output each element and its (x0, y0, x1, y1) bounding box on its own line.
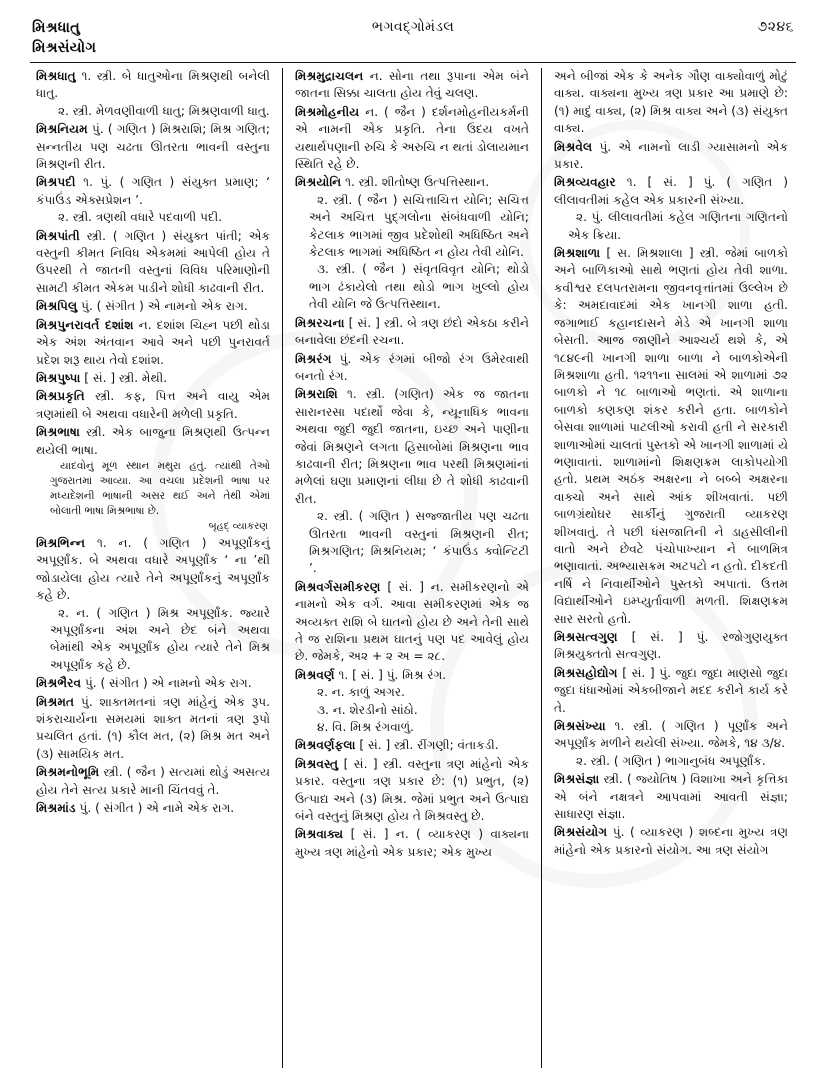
entry-definition: મિશ્રયોનિ ૧. સ્ત્રી. શીતોષ્ણ ઉત્પત્તિસ્થાન. (295, 175, 490, 190)
entry-sense: ૨. સ્ત્રી. મેળવણીવાળી ધાતુ; મિશ્રણવાળી ધાતુ. (58, 103, 270, 118)
dictionary-entry (295, 351, 529, 386)
entry-headword[interactable]: મિશ્રમનોભૂમિ (36, 765, 100, 780)
entry-definition: મિશ્રપાંતી સ્ત્રી. ( ગણિત ) સંયુક્ત પાંતી; એક વસ્તુની કીમત નિવિધ એકમમાં આપેલી હોય તે ઉપરથી તે જાતની વસ્તુનાં વિવિધ પરિમાણોની સામટી કીમત એકમ પાડીને શોધી કાઢવાની રીત. (36, 228, 270, 295)
entry-definition: મિશ્રસહોદ્યોગ [ સં. ] પું. જુદા જુદા માણસો જુદા જુદા ધંધાઓમાં એકબીજાને મદદ કરીને કાર્ય કરે તે. (554, 665, 788, 715)
dictionary-entry (295, 386, 529, 577)
entry-sense: ૨. સ્ત્રી. ત્રણથી વધારે પદવાળી પદી. (58, 210, 223, 225)
entry-headword[interactable]: મિશ્રરચના (295, 315, 345, 330)
column-divider-rule (541, 68, 542, 1068)
dictionary-entry (554, 824, 788, 859)
dictionary-entry (36, 298, 270, 315)
entry-definition: મિશ્રશાળા [ સ. મિશ્રશાલા ] સ્ત્રી. જેમાં બાળકો અને બાળિકાઓ સાથે ભણતાં હોય તેવી શાળા. કવીશ્વર દલપતરામના જીવનવૃત્તાંતમાં ઉલ્લેખ છે કે: અમદાવાદમાં એક ખાનગી શાળા હતી. જગાભાઈ કહાનદાસને મેડે એ ખાનગી શાળા બેસતી. આજ જાણીને આશ્ચર્ય થશે કે, એ ૧૮૪૯ની ખાનગી શાળા બાળા ને બાળકોએની મિશ્રશાળા હતી. ૧૨૧૧ના સાલમાં એ શાળામાં ૭૨ બાળકો ને ૧૮ બાળાઓ ભણતાં. એ શાળાના બાળકો કણકણ શંકર કરીને હતા. બાળકોને બેસવા શાળામાં પાટલીઓ કરાવી હતી ને સરકારી શાળાઓમાં ચાલતાં પુસ્તકો એ ખાનગી શાળામાં યે ભણાવાતાં. શાળામાંનો શિક્ષણક્રમ લાકોપયોગી હતો. પ્રથમ અઠંક અક્ષરના ને બબ્બે અક્ષરના વાક્ચો અને સાથે આંક શીખવાતાં. પછી બાળગ્રંથોઘર સાર્કીનું ગુજરાતી વ્યાકરણ શીખવાતું. તે પછી ધંસજાતિની ને ડાહસીલીની વાતો અને છેવટે પંચોપાખ્યાન ને બાળમિત્ર ભણાવાતાં. અભ્યાસક્રમ અટપટો ન હતો. દીકદતી નર્ષિ ને નિવાર્થીઓને પુસ્તકો અપાતાં. ઉત્તમ વિદ્યાર્થીઓને ઇમ્પ્યુર્તાવાળી મળતી. શિક્ષણક્રમ સાર સરતો હતો. (554, 246, 788, 626)
dictionary-entry (554, 629, 788, 664)
entry-definition: મિશ્રરંગ પું. એક રંગમાં બીજો રંગ ઉમેરવાથી બનતો રંગ. (295, 351, 529, 383)
dictionary-entry (36, 424, 270, 534)
entry-headword[interactable]: મિશ્રનિયમ (36, 122, 88, 137)
entry-definition: મિશ્રભૈરવ પું. ( સંગીત ) એ નામનો એક રાગ. (36, 676, 252, 691)
entry-definition: મિશ્રપુનરાવર્ત દશાંશ ન. દશાંશ ચિહ્ન પછી થોડા એક અંશ અંતવાન આવે અને પછી પુનરાવર્ત પ્રદેશ શરૂ થાય તેવો દશાંશ. (36, 317, 270, 367)
entry-definition: મિશ્રમુદ્રાચલન ન. સોના તથા રૂપાના એમ બંને જાતના સિક્કા ચાલતા હોય તેવું ચલણ. (295, 69, 529, 101)
dictionary-entry (295, 104, 529, 174)
dictionary-entry (36, 764, 270, 799)
entry-definition: મિશ્રવર્ણફલા [ સં. ] સ્ત્રી. રીંગણી; વંતાકડી. (295, 738, 499, 753)
dictionary-entry (295, 579, 529, 666)
dictionary-entry (36, 388, 270, 423)
entry-headword[interactable]: મિશ્રસંયોગ (554, 825, 608, 840)
column-2 (289, 68, 535, 1068)
entry-definition: મિશ્રવેલ પું. એ નામનો લાડી ગ્યાસામનો એક પ્રકાર. (554, 139, 788, 172)
dictionary-entry (36, 228, 270, 298)
entry-definition: મિશ્રસંયોગ પું. ( વ્યાકરણ ) શબ્દના મુખ્ય ત્રણ માંહેનો એક પ્રકારનો સંયોગ. આ ત્રણ સંયોગ (554, 825, 788, 857)
dictionary-entry (36, 68, 270, 120)
dictionary-entry (36, 317, 270, 369)
dictionary-entry (554, 139, 788, 174)
entry-sense: ૨. ન. કાળું અગર. (317, 685, 405, 700)
entry-headword[interactable]: મિશ્રવેલ (554, 139, 593, 154)
entry-definition: મિશ્રરચના [ સં. ] સ્ત્રી. બે ત્રણ છંદો એકઠા કરીને બનાવેલા છંદની રચના. (295, 315, 529, 348)
citation-text: યાદવોનું મૂળ સ્થાન મથુરા હતું. ત્યાંથી તેઓ ગુજરાતમાં આવ્યા. આ વચલા પ્રદેશની ભાષા પર મધ્યદેશની ભાષાની અસર થઈ અને તેથી એમાં બોલાતી ભાષા મિશ્રભાષા છે. (50, 459, 270, 517)
column-container (30, 68, 796, 1068)
page-number: ૭૨૪૬ (757, 19, 794, 35)
entry-headword[interactable]: મિશ્રમોહનીય (295, 104, 360, 119)
entry-headword[interactable]: મિશ્રયોનિ (295, 175, 342, 190)
entry-definition: મિશ્રપુષ્પા [ સં. ] સ્ત્રી. મેથી. (36, 370, 168, 385)
running-head-first: મિશ્રધાતુ (32, 20, 80, 36)
entry-headword[interactable]: મિશ્રપિલુ (36, 299, 78, 314)
entry-headword[interactable]: મિશ્રભૈરવ (36, 676, 82, 691)
entry-definition: મિશ્રધાતુ ૧. સ્ત્રી. બે ધાતુઓના મિશ્રણથી બનેલી ધાતુ. (36, 69, 270, 101)
entry-definition: મિશ્રનિયમ પું. ( ગણિત ) મિશ્રરાશિ; મિશ્ર ગણિત; સન્નતીય પણ ચઢતા ઊતરતા ભાવની વસ્તુના મિશ્રણની રીત. (36, 122, 270, 172)
entry-headword[interactable]: મિશ્રવર્ણ (295, 667, 335, 682)
entry-definition: મિશ્રમોહનીય ન. ( જૈન ) દર્શનમોહનીયકર્મની એ નામની એક પ્રકૃતિ. તેના ઉદય વખતે યથાર્થપણાની રુચિ કે અરુચિ ન થતાં ડોલાયમાન સ્થિતિ રહે છે. (295, 104, 529, 172)
entry-definition: મિશ્રરાશિ ૧. સ્ત્રી. (ગણિત) એક જ જાતના સારાનરસા પદાર્થો જેવા કે, ન્યૂનાધિક ભાવના અથવા જુદી જુદી જાતના, ઇચ્છ અને પાણીના જેવાં મિશ્રણને લગતા હિસાબોમાં મિશ્રણના ભાવ કાઢવાની રીત; મિશ્રણના ભાવ પરથી મિશ્રણમાંનાં મળેલાં ઘણા પ્રમાણનાં લીધા છે તે શોધી કાઢવાની રીત. (295, 387, 529, 506)
dictionary-entry (295, 68, 529, 103)
column-1 (30, 68, 276, 1068)
entry-headword[interactable]: મિશ્રપ્રકૃતિ (36, 389, 85, 404)
entry-headword[interactable]: મિશ્રસંખ્યા (554, 719, 606, 734)
entry-headword[interactable]: મિશ્રવર્ગસમીકરણ (295, 579, 381, 594)
entry-headword[interactable]: મિશ્રપદી (36, 175, 76, 190)
entry-definition: મિશ્રભિન્ન ૧. ન. ( ગણિત ) અપૂર્ણાંકનું અપૂર્ણાંક. બે અથવા વધારે અપૂર્ણાંક ‘ ના ’થી જોડાયેલા હોય ત્યારે તેને અપૂર્ણાંકનું અપૂર્ણાંક કહે છે. (36, 535, 270, 603)
entry-sense: ૨. સ્ત્રી. ( જૈન ) સચિત્તાચિત્ત યોનિ; સચિત્ત અને અચિત્ત પુદ્ગલોના સંબંધવાળી યોનિ; કેટલાક ભાગમાં જીવ પ્રદેશોથી અધિષ્ઠિત અને કેટલાક ભાગમાં અધિષ્ઠિત ન હોય તેવી યોનિ. (309, 192, 529, 260)
book-title: ભગવદ્ગોમંડલ (371, 19, 455, 35)
entry-headword[interactable]: મિશ્રમાંડ (36, 801, 76, 816)
dictionary-entry (295, 737, 529, 754)
running-head-last: મિશ્રસંયોગ (32, 40, 97, 56)
entry-headword[interactable]: મિશ્રભાષા (36, 425, 80, 440)
entry-headword[interactable]: મિશ્રસહોદ્યોગ (554, 665, 618, 680)
entry-definition: મિશ્રપદી ૧. પું. ( ગણિત ) સંયુક્ત પ્રમાણ; ‘ કંપાઉંડ એક્સપ્રેશન ’. (36, 175, 270, 207)
entry-headword[interactable]: મિશ્રસત્વગુણ (554, 630, 618, 644)
dictionary-entry (554, 771, 788, 823)
entry-definition: મિશ્રમનોભૂમિ સ્ત્રી. ( જૈન ) સત્યમાં થોડું અસત્ય હોય તેને સત્ય પ્રકારે માની ચિંતવવું તે. (36, 765, 270, 797)
dictionary-entry (554, 245, 788, 628)
column-divider-rule (282, 68, 283, 1068)
entry-sense: ૩. ન. શેરડીનો સાંઠો. (317, 702, 418, 717)
entry-headword[interactable]: મિશ્રશાળા (554, 246, 601, 261)
entry-definition: મિશ્રસંજ્ઞા સ્ત્રી. ( જ્યોતિષ ) વિશાખા અને કૃત્તિકા એ બંને નક્ષત્રને આપવામાં આવતી સંજ્ઞા; સાધારણ સંજ્ઞા. (554, 772, 788, 822)
entry-definition: મિશ્રમત પું. શાક્તમતનાં ત્રણ માંહેનું એક રૂપ. શંકરાચાર્યના સમયમાં શાક્ત મતનાં ત્રણ રૂપો પ્રચલિત હતાં. (૧) કૌલ મત, (૨) મિશ્ર મત અને (૩) સામયિક મત. (36, 694, 270, 761)
entry-headword[interactable]: મિશ્રવ્યવહાર (554, 175, 616, 190)
entry-sense: ૪. વિ. મિશ્ર રંગવાળું. (317, 720, 414, 735)
entry-headword[interactable]: મિશ્રવર્ણફલા (295, 738, 356, 753)
entry-definition: મિશ્રવર્ગસમીકરણ [ સં. ] ન. સમીકરણનો એ નામનો એક વર્ગ. આવા સમીકરણમાં એક જ અવ્યક્ત રાશિ બે ઘાતનો હોય છે અને તેની સાથે તે જ રાશિના પ્રથમ ઘાતનું પણ પદ આવેલું હોય છે. જેમકે, અ૨ + ૨ અ = ૨૮. (295, 579, 529, 664)
dictionary-entry (295, 826, 529, 861)
entry-citation (36, 459, 270, 534)
dictionary-entry (554, 174, 788, 244)
citation-source: બૃહદ્ વ્યાકરણ (208, 520, 268, 532)
entry-headword[interactable]: મિશ્રપુષ્પા (36, 370, 81, 385)
entry-headword[interactable]: મિશ્રમત (36, 694, 75, 709)
dictionary-entry (36, 535, 270, 674)
dictionary-entry (554, 68, 788, 138)
entry-sense: ૨. સ્ત્રી. ( ગણિત ) સજ્જાતીય પણ ચઢતા ઊતરતા ભાવની વસ્તુનાં મિશ્રણની રીત; મિશ્રગણિત; મિશ્રનિયમ; ‘ કંપાઉંડ ક્વોન્ટિટી ’. (309, 509, 529, 576)
entry-definition: મિશ્રભાષા સ્ત્રી. એક બાજુના મિશ્રણથી ઉત્પન્ન થયેલી ભાષા. (36, 425, 270, 457)
entry-definition: મિશ્રવ્યવહાર ૧. [ સં. ] પું. ( ગણિત ) લીલાવતીમાં કહેલ એક પ્રકારની સંખ્યા. (554, 175, 788, 207)
entry-definition: મિશ્રસત્વગુણ [ સં. ] પું. રજોગુણયુક્ત મિશ્રયુક્તતો સત્વગુણ. (554, 630, 788, 662)
dictionary-entry (36, 675, 270, 692)
page-header (32, 18, 794, 64)
entry-headword[interactable]: મિશ્રધાતુ (36, 69, 76, 83)
entry-sense: ૨. સ્ત્રી. ( ગણિત ) ભાગાનુબંધ અપૂર્ણાંક. (576, 753, 766, 768)
dictionary-entry (36, 370, 270, 387)
dictionary-entry (36, 174, 270, 226)
entry-definition: મિશ્રપ્રકૃતિ સ્ત્રી. કફ, પિત્ત અને વાયુ એમ ત્રણમાંથી બે અથવા વધારેની મળેલી પ્રકૃતિ. (36, 389, 270, 421)
entry-headword[interactable]: મિશ્રવાક્ય (295, 827, 344, 842)
dictionary-entry (554, 718, 788, 770)
dictionary-entry (295, 756, 529, 826)
entry-definition: મિશ્રવાક્ય [ સં. ] ન. ( વ્યાકરણ ) વાક્યના મુખ્ય ત્રણ માંહેનો એક પ્રકાર; એક મુખ્ય (295, 827, 529, 859)
entry-headword[interactable]: મિશ્રસંજ્ઞા (554, 772, 600, 787)
entry-sense: ૨. પું. લીલાવતીમાં કહેલ ગણિતના ગણિતનો એક ક્રિયા. (568, 210, 788, 242)
dictionary-entry (295, 315, 529, 350)
entry-headword[interactable]: મિશ્રમુદ્રાચલન (295, 69, 364, 83)
entry-headword[interactable]: મિશ્રપાંતી (36, 228, 80, 243)
dictionary-entry (295, 667, 529, 737)
entry-definition: અને બીજાં એક કે અનેક ગૌણ વાક્યોવાળું મોટું વાક્ય. વાક્યના મુખ્ય ત્રણ પ્રકાર આ પ્રમાણે છે: (૧) માદું વાક્ય, (૨) મિશ્ર વાક્ય અને (૩) સંયુક્ત વાક્ય. (554, 69, 788, 136)
entry-headword[interactable]: મિશ્રવસ્તુ (295, 756, 339, 771)
entry-definition: મિશ્રપિલુ પું. ( સંગીત ) એ નામનો એક રાગ. (36, 299, 248, 314)
header-divider-rule (30, 62, 796, 63)
dictionary-entry (554, 665, 788, 717)
entry-sense: ૩. સ્ત્રી. ( જૈન ) સંવૃતવિવૃત યોનિ; થોડો ભાગ ઢંકાયેલો તથા થોડો ભાગ ખુલ્લો હોય તેવી યોનિ જે ઉત્પત્તિસ્થાન. (309, 262, 529, 312)
entry-definition: મિશ્રમાંડ પું. ( સંગીત ) એ નામે એક રાગ. (36, 801, 235, 816)
entry-definition: મિશ્રવર્ણ ૧. [ સં. ] પું. મિશ્ર રંગ. (295, 667, 447, 682)
dictionary-entry (36, 121, 270, 173)
entry-headword[interactable]: મિશ્રભિન્ન (36, 535, 86, 550)
entry-definition: મિશ્રસંખ્યા ૧. સ્ત્રી. ( ગણિત ) પૂર્ણાંક અને અપૂર્ણાંક મળીને થયેલી સંખ્યા. જેમકે, ૧૪ ૩/૪. (554, 719, 788, 751)
entry-headword[interactable]: મિશ્રરાશિ (295, 387, 338, 402)
dictionary-entry (36, 694, 270, 764)
entry-headword[interactable]: મિશ્રપુનરાવર્ત દશાંશ (36, 317, 134, 332)
entry-headword[interactable]: મિશ્રરંગ (295, 351, 332, 366)
entry-sense: ૨. ન. ( ગણિત ) મિશ્ર અપૂર્ણાંક. જ્યારે અપૂર્ણાંકના અંશ અને છેદ બંને અથવા બેમાંથી એક અપૂર્ણાંક હોય ત્યારે તેને મિશ્ર અપૂર્ણાંક કહે છે. (50, 605, 270, 672)
dictionary-entry (36, 800, 270, 817)
dictionary-entry (295, 174, 529, 313)
entry-definition: મિશ્રવસ્તુ [ સં. ] સ્ત્રી. વસ્તુના ત્રણ માંહેનો એક પ્રકાર. વસ્તુના ત્રણ પ્રકાર છે: (૧) પ્રભુત, (૨) ઉત્પાદ્ય અને (૩) મિશ્ર. જેમાં પ્રભુત અને ઉત્પાદ્ય બંને વસ્તુનું મિશ્રણ હોય તે મિશ્રવસ્તુ છે. (295, 756, 529, 824)
column-3 (548, 68, 794, 1068)
